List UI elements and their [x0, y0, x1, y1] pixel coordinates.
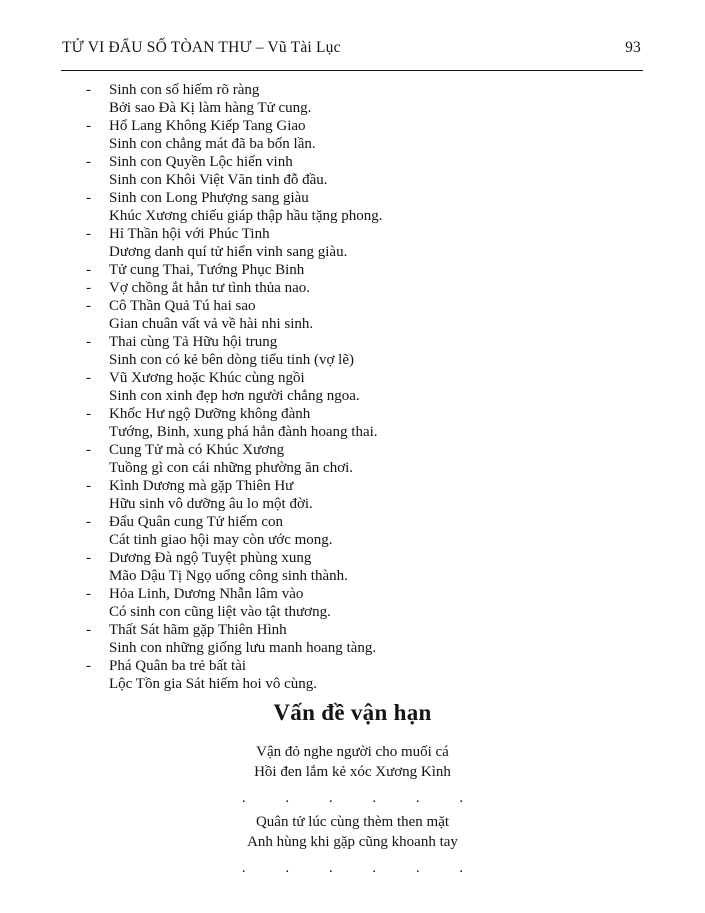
verse-text: Vũ Xương hoặc Khúc cùng ngồi	[109, 370, 305, 386]
dash-marker: -	[86, 118, 91, 134]
verse-line	[86, 603, 665, 621]
verse-line	[86, 423, 665, 441]
verse-line	[86, 387, 665, 405]
dash-marker: -	[86, 154, 91, 170]
dash-marker: -	[86, 82, 91, 98]
verse-text: Cô Thần Quả Tú hai sao	[109, 298, 256, 314]
verse-text: Sinh con Khôi Việt Văn tinh đỗ đầu.	[109, 172, 328, 188]
verse-text: Dương Đà ngộ Tuyệt phùng xung	[109, 550, 312, 566]
verse-text: Bởi sao Đà Kị làm hàng Tử cung.	[109, 100, 312, 116]
verse-line	[86, 585, 665, 603]
stanza	[0, 812, 705, 875]
stanza-line: Quân tử lúc cùng thèm then mặt	[255, 814, 450, 830]
verse-text: Sinh con có kẻ bên dòng tiểu tinh (vợ lẽ)	[109, 352, 354, 368]
verse-text: Hổ Lang Không Kiếp Tang Giao	[109, 118, 306, 134]
verse-line	[86, 315, 665, 333]
dash-marker: -	[86, 658, 91, 674]
verse-text: Sinh con chẳng mát đã ba bốn lần.	[109, 136, 316, 152]
verse-line	[86, 639, 665, 657]
dash-marker: -	[86, 586, 91, 602]
verse-text: Có sinh con cũng liệt vào tật thương.	[109, 604, 331, 620]
verse-line	[86, 477, 665, 495]
dash-marker: -	[86, 370, 91, 386]
verse-line	[86, 495, 665, 513]
verse-text: Sinh con số hiếm rõ ràng	[109, 82, 260, 98]
stanza-line: Hồi đen lắm kẻ xóc Xương Kình	[254, 764, 451, 780]
verse-line	[86, 297, 665, 315]
verse-text: Cát tinh giao hội may còn ước mong.	[109, 532, 333, 548]
verse-list	[86, 81, 665, 693]
verse-text: Dương danh quí tử hiển vinh sang giàu.	[109, 244, 348, 260]
page-header	[0, 0, 705, 57]
verse-line	[86, 531, 665, 549]
running-title: TỬ VI ĐẨU SỐ TÒAN THƯ – Vũ Tài Lục	[62, 39, 341, 56]
verse-text: Hỉ Thần hội với Phúc Tinh	[109, 226, 270, 242]
dash-marker: -	[86, 478, 91, 494]
dash-marker: -	[86, 514, 91, 530]
dash-marker: -	[86, 406, 91, 422]
verse-line	[86, 99, 665, 117]
stanza	[0, 742, 705, 805]
verse-line	[86, 675, 665, 693]
verse-text: Hỏa Linh, Dương Nhẫn lâm vào	[109, 586, 304, 602]
verse-line	[86, 351, 665, 369]
dotted-separator: . . . . . .	[241, 860, 464, 876]
verse-text: Thai cùng Tả Hữu hội trung	[109, 334, 278, 350]
verse-text: Tuồng gì con cái những phường ăn chơi.	[109, 460, 354, 476]
verse-text: Tướng, Binh, xung phá hẳn đành hoang thai.	[109, 424, 378, 440]
dash-marker: -	[86, 226, 91, 242]
dash-marker: -	[86, 280, 91, 296]
verse-line	[86, 369, 665, 387]
section-title: Vấn đề vận hạn	[273, 700, 432, 725]
dash-marker: -	[86, 334, 91, 350]
dash-marker: -	[86, 550, 91, 566]
dotted-separator: . . . . . .	[241, 790, 464, 806]
verse-line	[86, 189, 665, 207]
verse-line	[86, 567, 665, 585]
verse-text: Sinh con xinh đẹp hơn người chẳng ngoa.	[109, 388, 360, 404]
verse-line	[86, 549, 665, 567]
verse-text: Khúc Xương chiếu giáp thập hầu tặng phong.	[109, 208, 383, 224]
verse-line	[86, 333, 665, 351]
verse-text: Sinh con những giống lưu manh hoang tàng.	[109, 640, 377, 656]
verse-line	[86, 513, 665, 531]
verse-line	[86, 225, 665, 243]
stanza-line: Anh hùng khi gặp cũng khoanh tay	[247, 834, 458, 850]
verse-text: Vợ chồng ắt hẳn tư tình thủa nao.	[109, 280, 311, 296]
verse-line	[86, 621, 665, 639]
verse-line	[86, 135, 665, 153]
verse-line	[86, 459, 665, 477]
verse-text: Đẩu Quân cung Tử hiếm con	[109, 514, 284, 530]
header-rule	[61, 70, 643, 71]
dash-marker: -	[86, 298, 91, 314]
dash-marker: -	[86, 622, 91, 638]
verse-line	[86, 243, 665, 261]
verse-text: Sinh con Quyền Lộc hiển vinh	[109, 154, 293, 170]
dash-marker: -	[86, 190, 91, 206]
verse-line	[86, 261, 665, 279]
dash-marker: -	[86, 442, 91, 458]
verse-line	[86, 657, 665, 675]
verse-text: Kình Dương mà gặp Thiên Hư	[109, 478, 294, 494]
verse-line	[86, 405, 665, 423]
verse-text: Thất Sát hãm gặp Thiên Hình	[109, 622, 287, 638]
verse-line	[86, 279, 665, 297]
verse-text: Lộc Tồn gia Sát hiếm hoi vô cùng.	[109, 676, 318, 692]
verse-text: Cung Tử mà có Khúc Xương	[109, 442, 285, 458]
verse-text: Gian chuân vất vả về hài nhi sinh.	[109, 316, 314, 332]
verse-text: Khốc Hư ngộ Dưỡng không đành	[109, 406, 311, 422]
verse-text: Phá Quân ba trẻ bất tài	[109, 658, 247, 674]
dash-marker: -	[86, 262, 91, 278]
verse-line	[86, 81, 665, 99]
verse-line	[86, 171, 665, 189]
verse-text: Sinh con Long Phượng sang giàu	[109, 190, 309, 206]
stanza-block	[0, 742, 705, 875]
stanza-line: Vận đỏ nghe người cho muối cá	[256, 744, 449, 760]
verse-text: Hữu sinh vô dưỡng âu lo một đời.	[109, 496, 313, 512]
page-number: 93	[625, 39, 641, 56]
verse-text: Mão Dậu Tị Ngọ uổng công sinh thành.	[109, 568, 348, 584]
verse-line	[86, 441, 665, 459]
verse-line	[86, 207, 665, 225]
verse-line	[86, 153, 665, 171]
verse-line	[86, 117, 665, 135]
verse-text: Tử cung Thai, Tướng Phục Binh	[109, 262, 305, 278]
